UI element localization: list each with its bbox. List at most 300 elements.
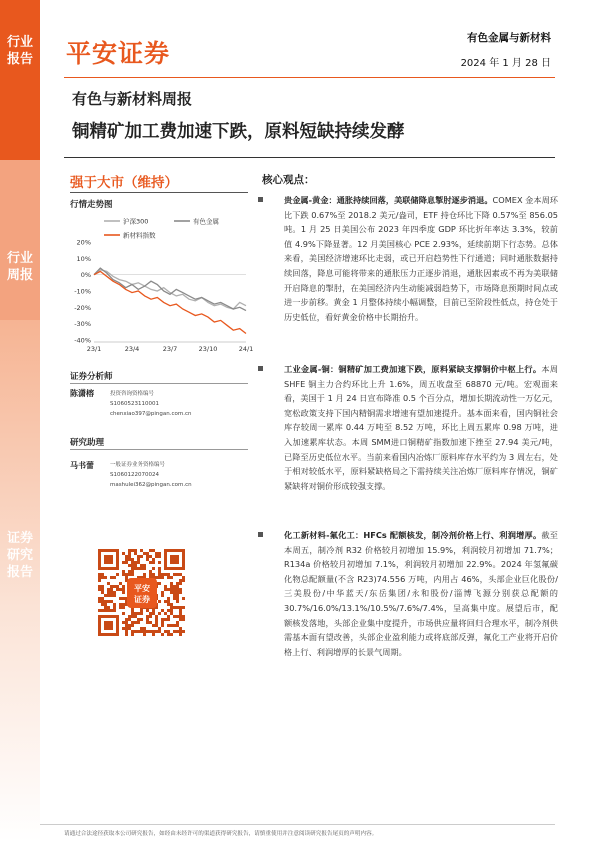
qr-module bbox=[173, 573, 176, 576]
qr-module bbox=[149, 549, 152, 552]
qr-module bbox=[119, 582, 122, 585]
qr-module bbox=[128, 615, 131, 618]
qr-module bbox=[167, 576, 170, 579]
qr-module bbox=[170, 609, 173, 612]
qr-module bbox=[113, 603, 116, 606]
key-point-heading: 工业金属-铜：铜精矿加工费加速下跌，原料紧缺支撑铜价中枢上行。 bbox=[284, 364, 542, 374]
qr-module bbox=[164, 585, 167, 588]
qr-module bbox=[149, 615, 152, 618]
qr-module bbox=[107, 591, 110, 594]
qr-module bbox=[146, 618, 149, 621]
qr-module bbox=[140, 612, 143, 615]
qr-module bbox=[101, 588, 104, 591]
qr-module bbox=[167, 630, 170, 633]
qr-module bbox=[128, 570, 131, 573]
qr-module bbox=[104, 576, 107, 579]
qr-module bbox=[179, 588, 182, 591]
qr-module bbox=[134, 564, 137, 567]
qr-module bbox=[122, 621, 125, 624]
qr-module bbox=[122, 552, 125, 555]
qr-module bbox=[134, 552, 137, 555]
qr-module bbox=[161, 591, 164, 594]
bullet-icon bbox=[258, 366, 263, 371]
qr-module bbox=[176, 615, 179, 618]
qr-module bbox=[98, 597, 101, 600]
qr-module bbox=[176, 582, 179, 585]
qr-module bbox=[110, 594, 113, 597]
qr-module bbox=[131, 630, 134, 633]
qr-module bbox=[125, 627, 128, 630]
qr-module bbox=[98, 585, 101, 588]
analyst-cert-label: 投资咨询资格编号 bbox=[110, 391, 155, 397]
qr-module bbox=[176, 588, 179, 591]
bullet-icon bbox=[258, 197, 263, 202]
qr-module bbox=[98, 600, 101, 603]
key-point-text bbox=[284, 193, 558, 324]
qr-module bbox=[128, 618, 131, 621]
qr-module bbox=[101, 573, 104, 576]
qr-module bbox=[164, 630, 167, 633]
qr-module bbox=[173, 606, 176, 609]
qr-module bbox=[131, 564, 134, 567]
qr-module bbox=[131, 609, 134, 612]
qr-module bbox=[113, 606, 116, 609]
qr-module bbox=[104, 594, 107, 597]
sidebar-bottom-block bbox=[0, 320, 40, 842]
qr-module bbox=[176, 573, 179, 576]
qr-module bbox=[146, 609, 149, 612]
sidebar-research-label: 证券研究报告 bbox=[6, 531, 33, 580]
qr-module bbox=[131, 570, 134, 573]
qr-module bbox=[170, 603, 173, 606]
qr-module bbox=[173, 615, 176, 618]
report-title: 铜精矿加工费加速下跌，原料短缺持续发酵 bbox=[72, 122, 405, 142]
qr-module bbox=[179, 612, 182, 615]
y-tick-label: -30% bbox=[74, 320, 91, 329]
qr-module bbox=[104, 609, 107, 612]
qr-module bbox=[122, 570, 125, 573]
assistant-name: 马书蕾 bbox=[70, 461, 94, 470]
qr-module bbox=[128, 564, 131, 567]
qr-module bbox=[140, 567, 143, 570]
qr-module bbox=[170, 585, 173, 588]
qr-module bbox=[146, 555, 149, 558]
qr-module bbox=[107, 588, 110, 591]
qr-module bbox=[119, 603, 122, 606]
y-tick-label: -20% bbox=[74, 303, 91, 312]
qr-module bbox=[152, 609, 155, 612]
qr-module bbox=[176, 597, 179, 600]
qr-module bbox=[155, 555, 158, 558]
qr-module bbox=[179, 573, 182, 576]
qr-module bbox=[167, 633, 170, 636]
qr-code[interactable] bbox=[96, 547, 188, 639]
key-point-body: COMEX 金本周环比下跌 0.67%至 2018.2 美元/盎司，ETF 持仓环比下降 0.57%至 856.05 吨。1 月 25 日美国公布 2023 年四季度 GDP 环比折年率达 3.3%，较前值 4.9%下降显著。12 月美国核心 PCE 2.93%，延续前期下行态势。总体来看，美国经济增速环比走弱，或已开启趋势性下行通道；同时通胀数据持续回落，降息可能将带来的通胀压力正逐步消退，通胀因素或不再为美联储开启降息的掣肘，在美国经济内生动能减弱趋势下，市场降息预期时间点或进一步前移。黄金 1 月整体持续小幅调整，目前已至阶段性低点，持仓处于历史低位，看好黄金价格中长期抬升。 bbox=[284, 195, 558, 322]
qr-module bbox=[107, 594, 110, 597]
qr-module bbox=[122, 603, 125, 606]
y-tick-label: 0% bbox=[80, 271, 91, 280]
qr-module bbox=[131, 612, 134, 615]
qr-module bbox=[176, 594, 179, 597]
qr-module bbox=[113, 591, 116, 594]
qr-module bbox=[176, 600, 179, 603]
qr-module bbox=[131, 573, 134, 576]
qr-module bbox=[152, 624, 155, 627]
qr-module bbox=[98, 579, 101, 582]
qr-module bbox=[158, 561, 161, 564]
industry-rating: 强于大市（维持） bbox=[70, 175, 178, 191]
qr-module bbox=[152, 633, 155, 636]
qr-module bbox=[155, 618, 158, 621]
qr-module bbox=[113, 609, 116, 612]
qr-module bbox=[125, 555, 128, 558]
qr-module bbox=[134, 612, 137, 615]
qr-module bbox=[155, 615, 158, 618]
qr-module bbox=[131, 567, 134, 570]
qr-module bbox=[179, 630, 182, 633]
qr-module bbox=[164, 618, 167, 621]
qr-module bbox=[101, 576, 104, 579]
qr-module bbox=[158, 567, 161, 570]
qr-module bbox=[137, 567, 140, 570]
qr-module bbox=[170, 624, 173, 627]
qr-module bbox=[140, 618, 143, 621]
key-point-body: 本周 SHFE 铜主力合约环比上升 1.6%，周五收盘至 68870 元/吨。宏观面来看，美国于 1 月 24 日宣布降准 0.5 个百分点，增加长期流动性一万亿元，宽松政策支持下国内精铜需求增速有望加速提升。基本面来看，国内铜社会库存较周一累库 0.44 万吨至 8.52 万吨，环比上周五累库 0.98 万吨，进入加速累库状态。本周 SMM进口铜精矿指数加速下挫至 27.94 美元/吨，已降至历史低位水平。当前来看国内冶炼厂原料库存水平约为 3 周左右，处于相对较低水平，原料紧缺格局之下需持续关注冶炼厂原料库存情况，铜矿紧缺将对铜价形成较强支撑。 bbox=[284, 364, 558, 491]
qr-module bbox=[152, 573, 155, 576]
analyst-divider bbox=[70, 383, 248, 384]
qr-module bbox=[143, 633, 146, 636]
qr-module bbox=[182, 615, 185, 618]
qr-module bbox=[182, 576, 185, 579]
qr-module bbox=[152, 549, 155, 552]
company-logo: 平安证券 bbox=[66, 39, 171, 68]
qr-module bbox=[107, 606, 110, 609]
report-series-label: 有色与新材料周报 bbox=[72, 90, 193, 108]
key-point-body: 截至本周五，制冷剂 R32 价格较月初增加 15.9%，利润较月初增加 71.7%；R134a 价格较月初增加 7.1%，利润较月初增加 22.9%。2024 年氢氟碳化物总配额量(不含 R23)74.556 万吨，内用占 46%，头部企业巨化股份/三美股份/中华蓝天/东岳集团/永和股份/淄博飞源分别获总配额的 30.7%/16.0%/13.1%/10.5%/7.6%/7.4%，呈高集中度。展望后市，配额核发落地，头部企业集中度提升，市场供应量将回归合理水平，制冷剂供需基本面有望改善，头部企业盈利能力或将底部反弹，氟化工产业将开启价格上行、利润增厚的长景气周期。 bbox=[284, 530, 558, 657]
key-point-text bbox=[284, 362, 558, 493]
header-category: 有色金属与新材料 bbox=[467, 32, 551, 44]
qr-module bbox=[143, 627, 146, 630]
qr-module bbox=[170, 606, 173, 609]
qr-module bbox=[125, 558, 128, 561]
qr-module bbox=[122, 627, 125, 630]
qr-module bbox=[179, 633, 182, 636]
qr-module bbox=[110, 609, 113, 612]
qr-module bbox=[128, 552, 131, 555]
analyst-name: 陈潇榕 bbox=[70, 389, 94, 398]
key-point-copper bbox=[258, 362, 558, 493]
qr-module bbox=[164, 588, 167, 591]
qr-module bbox=[167, 624, 170, 627]
assistant-cert-no: S1060122070024 bbox=[110, 472, 159, 478]
qr-module bbox=[128, 549, 131, 552]
key-point-heading: 贵金属-黄金：通胀持续回落，美联储降息掣肘逐步消退。 bbox=[284, 195, 493, 205]
qr-module bbox=[149, 612, 152, 615]
qr-module bbox=[122, 561, 125, 564]
qr-module bbox=[122, 573, 125, 576]
qr-module bbox=[170, 582, 173, 585]
qr-module bbox=[110, 600, 113, 603]
qr-module bbox=[110, 588, 113, 591]
qr-module bbox=[176, 585, 179, 588]
qr-module bbox=[113, 594, 116, 597]
qr-module bbox=[140, 549, 143, 552]
qr-module bbox=[149, 570, 152, 573]
qr-module bbox=[101, 585, 104, 588]
qr-module bbox=[179, 591, 182, 594]
qr-module bbox=[134, 615, 137, 618]
sidebar-weekly-label: 行业周报 bbox=[6, 251, 33, 283]
qr-module bbox=[110, 585, 113, 588]
qr-module bbox=[176, 630, 179, 633]
qr-module bbox=[158, 627, 161, 630]
qr-module bbox=[161, 624, 164, 627]
qr-module bbox=[170, 633, 173, 636]
qr-module bbox=[158, 582, 161, 585]
qr-finder-core bbox=[104, 555, 113, 564]
assistant-divider bbox=[70, 449, 248, 450]
assistant-section-label: 研究助理 bbox=[70, 438, 105, 448]
qr-module bbox=[140, 627, 143, 630]
qr-module bbox=[134, 549, 137, 552]
qr-module bbox=[158, 600, 161, 603]
qr-module bbox=[101, 597, 104, 600]
y-tick-label: -10% bbox=[74, 287, 91, 296]
bullet-icon bbox=[258, 532, 263, 537]
qr-module bbox=[179, 606, 182, 609]
qr-module bbox=[122, 585, 125, 588]
qr-module bbox=[182, 579, 185, 582]
qr-module bbox=[119, 597, 122, 600]
legend-label: 新材料指数 bbox=[123, 231, 156, 240]
header-meta bbox=[461, 30, 551, 69]
qr-module bbox=[173, 597, 176, 600]
qr-module bbox=[152, 558, 155, 561]
qr-module bbox=[128, 555, 131, 558]
qr-module bbox=[137, 612, 140, 615]
qr-module bbox=[179, 627, 182, 630]
qr-module bbox=[179, 579, 182, 582]
qr-module bbox=[125, 621, 128, 624]
key-points-title: 核心观点： bbox=[262, 174, 315, 186]
qr-module bbox=[176, 606, 179, 609]
qr-module bbox=[167, 609, 170, 612]
qr-module bbox=[146, 615, 149, 618]
qr-module bbox=[161, 609, 164, 612]
qr-module bbox=[125, 573, 128, 576]
qr-module bbox=[131, 615, 134, 618]
qr-module bbox=[146, 552, 149, 555]
qr-module bbox=[179, 618, 182, 621]
analyst-info bbox=[110, 389, 192, 419]
x-tick-label: 23/7 bbox=[162, 345, 178, 353]
analyst-email[interactable]: chenxiao397@pingan.com.cn bbox=[110, 411, 192, 417]
qr-module bbox=[167, 618, 170, 621]
qr-module bbox=[170, 591, 173, 594]
qr-module bbox=[161, 618, 164, 621]
analyst-cert-no: S1060523110001 bbox=[110, 401, 159, 407]
sidebar-mid-block bbox=[0, 160, 40, 320]
qr-module bbox=[110, 591, 113, 594]
series-line bbox=[94, 271, 246, 333]
qr-module bbox=[122, 591, 125, 594]
qr-module bbox=[161, 594, 164, 597]
qr-module bbox=[173, 588, 176, 591]
qr-module bbox=[116, 573, 119, 576]
qr-logo-text: 平安 bbox=[134, 584, 150, 593]
qr-module bbox=[137, 621, 140, 624]
qr-module bbox=[107, 600, 110, 603]
qr-module bbox=[113, 585, 116, 588]
qr-module bbox=[176, 621, 179, 624]
qr-module bbox=[134, 561, 137, 564]
qr-module bbox=[101, 603, 104, 606]
qr-module bbox=[167, 588, 170, 591]
qr-module bbox=[107, 582, 110, 585]
qr-module bbox=[137, 618, 140, 621]
qr-module bbox=[128, 573, 131, 576]
qr-module bbox=[125, 633, 128, 636]
x-tick-label: 23/4 bbox=[124, 345, 140, 353]
qr-module bbox=[179, 615, 182, 618]
qr-module bbox=[179, 582, 182, 585]
qr-module bbox=[149, 573, 152, 576]
qr-module bbox=[176, 624, 179, 627]
qr-module bbox=[107, 609, 110, 612]
qr-module bbox=[122, 606, 125, 609]
qr-module bbox=[173, 624, 176, 627]
qr-module bbox=[167, 603, 170, 606]
qr-module bbox=[158, 552, 161, 555]
qr-module bbox=[152, 561, 155, 564]
qr-module bbox=[101, 609, 104, 612]
chart-section-label: 行情走势图 bbox=[70, 200, 113, 210]
qr-module bbox=[158, 612, 161, 615]
qr-finder-core bbox=[104, 621, 113, 630]
qr-module bbox=[122, 588, 125, 591]
qr-module bbox=[98, 576, 101, 579]
qr-module bbox=[176, 591, 179, 594]
x-tick-label: 23/1 bbox=[86, 345, 102, 353]
title-divider bbox=[64, 157, 555, 158]
x-tick-label: 23/10 bbox=[198, 345, 218, 353]
qr-module bbox=[170, 612, 173, 615]
qr-module bbox=[143, 564, 146, 567]
qr-module bbox=[104, 600, 107, 603]
qr-module bbox=[128, 627, 131, 630]
qr-module bbox=[161, 621, 164, 624]
qr-finder-core bbox=[170, 555, 179, 564]
qr-module bbox=[125, 618, 128, 621]
qr-module bbox=[155, 621, 158, 624]
qr-module bbox=[182, 597, 185, 600]
qr-module bbox=[152, 612, 155, 615]
qr-module bbox=[146, 558, 149, 561]
y-tick-label: -40% bbox=[74, 336, 91, 345]
qr-module bbox=[116, 588, 119, 591]
qr-module bbox=[149, 555, 152, 558]
qr-module bbox=[170, 576, 173, 579]
key-point-gold bbox=[258, 193, 558, 324]
sidebar-top-block bbox=[0, 0, 40, 160]
assistant-email[interactable]: mashulei362@pingan.com.cn bbox=[110, 482, 192, 488]
key-point-text bbox=[284, 528, 558, 659]
sidebar-report-type: 行业报告 bbox=[6, 35, 33, 67]
qr-module bbox=[161, 633, 164, 636]
qr-module bbox=[146, 621, 149, 624]
qr-module bbox=[155, 576, 158, 579]
qr-module bbox=[173, 585, 176, 588]
qr-module bbox=[101, 600, 104, 603]
qr-module bbox=[164, 612, 167, 615]
key-point-heading: 化工新材料-氟化工：HFCs 配额核发，制冷剂价格上行、利润增厚。 bbox=[284, 530, 542, 540]
qr-module bbox=[131, 549, 134, 552]
qr-module bbox=[158, 555, 161, 558]
qr-module bbox=[161, 576, 164, 579]
qr-module bbox=[143, 630, 146, 633]
analyst-section-label: 证券分析师 bbox=[70, 372, 113, 382]
market-trend-chart bbox=[64, 210, 254, 360]
x-tick-label: 24/1 bbox=[238, 345, 254, 353]
qr-module bbox=[140, 609, 143, 612]
qr-module bbox=[155, 624, 158, 627]
qr-module bbox=[131, 633, 134, 636]
qr-module bbox=[116, 585, 119, 588]
qr-module bbox=[131, 561, 134, 564]
qr-module bbox=[98, 588, 101, 591]
qr-module bbox=[158, 573, 161, 576]
qr-module bbox=[98, 573, 101, 576]
qr-module bbox=[137, 630, 140, 633]
qr-module bbox=[170, 588, 173, 591]
qr-module bbox=[167, 597, 170, 600]
qr-module bbox=[143, 567, 146, 570]
qr-module bbox=[167, 600, 170, 603]
qr-module bbox=[152, 567, 155, 570]
qr-module bbox=[113, 576, 116, 579]
qr-module bbox=[128, 558, 131, 561]
qr-module bbox=[134, 567, 137, 570]
assistant-cert-label: 一般证券业务资格编号 bbox=[110, 462, 166, 468]
qr-module bbox=[98, 609, 101, 612]
qr-module bbox=[119, 606, 122, 609]
qr-module bbox=[122, 612, 125, 615]
footer-disclaimer: 请通过合法途径获取本公司研究报告，如经由未经许可的渠道获得研究报告，请慎重使用并注意阅读研究报告尾页的声明内容。 bbox=[64, 831, 378, 837]
qr-module bbox=[173, 594, 176, 597]
qr-module bbox=[173, 630, 176, 633]
qr-module bbox=[128, 624, 131, 627]
qr-module bbox=[155, 630, 158, 633]
qr-module bbox=[125, 561, 128, 564]
qr-module bbox=[182, 618, 185, 621]
qr-module bbox=[173, 591, 176, 594]
key-point-fluorochem bbox=[258, 528, 558, 659]
legend-label: 沪深300 bbox=[123, 217, 149, 226]
qr-module bbox=[125, 630, 128, 633]
qr-module bbox=[122, 597, 125, 600]
qr-module bbox=[131, 621, 134, 624]
qr-module bbox=[131, 624, 134, 627]
qr-module bbox=[182, 630, 185, 633]
qr-module bbox=[167, 573, 170, 576]
qr-module bbox=[134, 630, 137, 633]
qr-module bbox=[149, 561, 152, 564]
qr-module bbox=[182, 606, 185, 609]
qr-module bbox=[149, 630, 152, 633]
qr-module bbox=[179, 609, 182, 612]
qr-module bbox=[164, 573, 167, 576]
qr-module bbox=[146, 630, 149, 633]
